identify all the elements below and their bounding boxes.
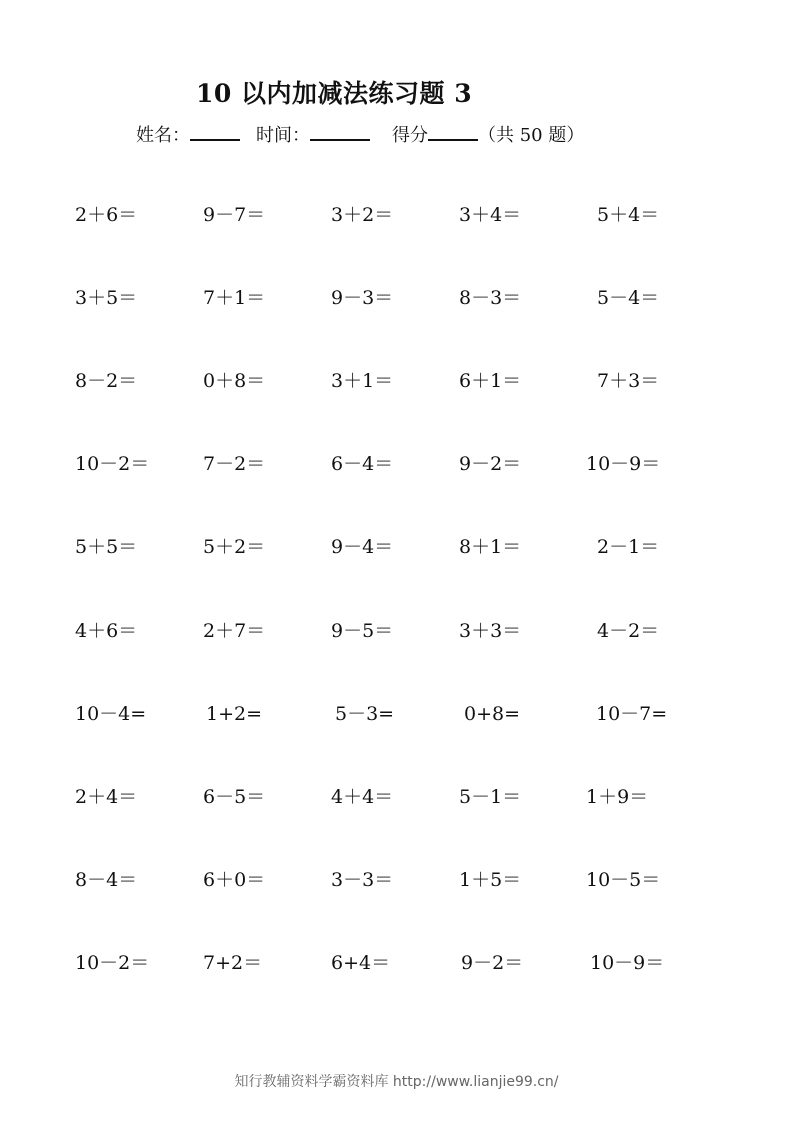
- problem-r2-c5: 5－4＝: [597, 287, 660, 309]
- problem-r9-c5: 10－5＝: [586, 869, 661, 891]
- problem-r6-c2: 2＋7＝: [203, 620, 266, 642]
- problem-r1-c2: 9－7＝: [203, 204, 266, 226]
- problem-r9-c3: 3－3＝: [331, 869, 394, 891]
- problem-r5-c2: 5＋2＝: [203, 536, 266, 558]
- problem-r8-c4: 5－1＝: [459, 786, 522, 808]
- problem-r2-c4: 8－3＝: [459, 287, 522, 309]
- problem-r6-c1: 4＋6＝: [75, 620, 138, 642]
- problem-r1-c5: 5＋4＝: [597, 204, 660, 226]
- problem-r6-c4: 3＋3＝: [459, 620, 522, 642]
- problem-r8-c3: 4＋4＝: [331, 786, 394, 808]
- problem-r3-c3: 3＋1＝: [331, 370, 394, 392]
- footer-watermark: 知行教辅资料学霸资料库 http://www.lianjie99.cn/: [234, 1074, 559, 1090]
- problem-r4-c3: 6－4＝: [331, 453, 394, 475]
- problem-r10-c4: 9－2＝: [461, 952, 524, 974]
- problem-r5-c4: 8＋1＝: [459, 536, 522, 558]
- problem-r3-c1: 8－2＝: [75, 370, 138, 392]
- problem-r7-c3: 5－3=: [335, 703, 395, 725]
- problem-r3-c4: 6＋1＝: [459, 370, 522, 392]
- name-label: 姓名：: [136, 125, 190, 146]
- problem-r1-c3: 3＋2＝: [331, 204, 394, 226]
- problem-r3-c5: 7＋3＝: [597, 370, 660, 392]
- problem-r4-c1: 10－2＝: [75, 453, 150, 475]
- problem-r9-c2: 6＋0＝: [203, 869, 266, 891]
- problem-r4-c5: 10－9＝: [586, 453, 661, 475]
- problem-r3-c2: 0＋8＝: [203, 370, 266, 392]
- problem-r10-c3: 6+4＝: [331, 952, 391, 974]
- problem-r7-c4: 0+8=: [464, 703, 521, 725]
- problem-r8-c1: 2＋4＝: [75, 786, 138, 808]
- problem-r2-c2: 7＋1＝: [203, 287, 266, 309]
- problem-r5-c3: 9－4＝: [331, 536, 394, 558]
- problem-r8-c5: 1＋9＝: [586, 786, 649, 808]
- problem-r4-c4: 9－2＝: [459, 453, 522, 475]
- problem-r2-c3: 9－3＝: [331, 287, 394, 309]
- problem-r7-c1: 10－4=: [75, 703, 147, 725]
- problem-r8-c2: 6－5＝: [203, 786, 266, 808]
- total-count-label: （共 50 题）: [478, 125, 585, 146]
- score-label: 得分: [392, 125, 428, 146]
- problem-r6-c3: 9－5＝: [331, 620, 394, 642]
- problem-r1-c4: 3＋4＝: [459, 204, 522, 226]
- problem-r4-c2: 7－2＝: [203, 453, 266, 475]
- problem-r10-c2: 7+2＝: [203, 952, 263, 974]
- problem-r10-c5: 10－9＝: [590, 952, 665, 974]
- problem-r6-c5: 4－2＝: [597, 620, 660, 642]
- problem-r1-c1: 2＋6＝: [75, 204, 138, 226]
- problem-r9-c1: 8－4＝: [75, 869, 138, 891]
- problem-r7-c2: 1+2=: [206, 703, 263, 725]
- problem-r9-c4: 1＋5＝: [459, 869, 522, 891]
- problem-r2-c1: 3＋5＝: [75, 287, 138, 309]
- problem-r10-c1: 10－2＝: [75, 952, 150, 974]
- worksheet-title: 10 以内加减法练习题 3: [196, 79, 473, 108]
- time-label: 时间：: [256, 125, 310, 146]
- problem-r7-c5: 10－7=: [596, 703, 668, 725]
- problem-r5-c5: 2－1＝: [597, 536, 660, 558]
- problem-r5-c1: 5＋5＝: [75, 536, 138, 558]
